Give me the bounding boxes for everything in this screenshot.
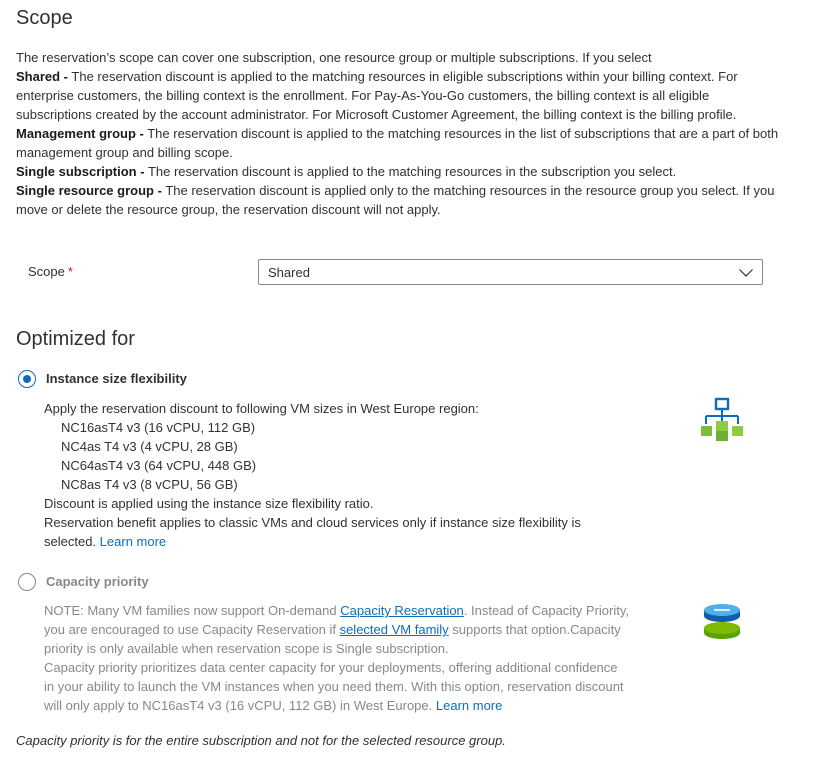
- required-mark: *: [67, 264, 73, 279]
- vm-size-item: NC64asT4 v3 (64 vCPU, 448 GB): [61, 458, 257, 473]
- capacity-note-text: you are encouraged to use Capacity Reservation if: [44, 622, 336, 637]
- scope-description: [16, 48, 786, 219]
- learn-more-link[interactable]: Learn more: [435, 698, 503, 713]
- hierarchy-icon: [700, 397, 746, 441]
- scope-term: Management group -: [16, 126, 144, 141]
- capacity-note-text: NOTE: Many VM families now support On-demand: [44, 603, 337, 618]
- scope-single-resource-group-desc: [16, 181, 786, 219]
- optimized-for-heading: Optimized for: [16, 328, 135, 350]
- scope-heading: Scope: [16, 7, 73, 29]
- scope-label-text: Scope: [28, 264, 65, 279]
- capacity-desc-line1: Capacity priority prioritizes data center capacity for your deployments, offering additional confidence: [44, 660, 618, 675]
- scope-dropdown[interactable]: [258, 259, 763, 285]
- scope-term: Shared -: [16, 69, 69, 84]
- scope-dropdown-value: Shared: [268, 265, 310, 280]
- selected-vm-family-link[interactable]: selected VM family: [339, 622, 449, 637]
- scope-term: Single resource group -: [16, 183, 162, 198]
- instance-flex-label[interactable]: Instance size flexibility: [46, 371, 187, 386]
- scope-term-text: The reservation discount is applied to the matching resources in eligible subscriptions within your billing context. For enterprise customers, the billing context is the enrollment. For Pay-As-You-Go customers, the billing context is all eligible subscriptions created by the account administrator. For Microsoft Customer Agreement, the billing context is the billing profile.: [16, 69, 738, 122]
- radio-selected-dot: [23, 375, 31, 383]
- chevron-down-icon: [738, 265, 754, 281]
- capacity-desc-line3: [44, 696, 694, 715]
- capacity-priority-footnote: Capacity priority is for the entire subscription and not for the selected resource group.: [16, 733, 506, 748]
- capacity-note-line3: priority is only available when reservation scope is Single subscription.: [44, 641, 449, 656]
- benefit-note-line1: Reservation benefit applies to classic VMs and cloud services only if instance size flexibility is: [44, 515, 581, 530]
- instance-flex-details: [44, 399, 684, 551]
- capacity-priority-radio[interactable]: [18, 573, 36, 591]
- instance-flex-intro: Apply the reservation discount to following VM sizes in West Europe region:: [44, 401, 479, 416]
- vm-size-item: NC4as T4 v3 (4 vCPU, 28 GB): [61, 439, 238, 454]
- ratio-note: Discount is applied using the instance size flexibility ratio.: [44, 496, 374, 511]
- benefit-note-line2: [44, 532, 684, 551]
- capacity-desc-line2: in your ability to launch the VM instances when you need them. With this option, reservation discount: [44, 679, 624, 694]
- scope-term-text: The reservation discount is applied to the matching resources in the subscription you select.: [147, 164, 677, 179]
- capacity-stack-icon: [702, 601, 742, 643]
- capacity-reservation-link[interactable]: Capacity Reservation: [340, 603, 464, 618]
- capacity-note-line1: [44, 601, 694, 620]
- scope-single-subscription-desc: [16, 162, 786, 181]
- scope-management-group-desc: [16, 124, 786, 162]
- capacity-desc-text: will only apply to NC16asT4 v3 (16 vCPU, 112 GB) in West Europe.: [44, 698, 433, 713]
- vm-size-item: NC16asT4 v3 (16 vCPU, 112 GB): [61, 420, 256, 435]
- scope-term: Single subscription -: [16, 164, 145, 179]
- benefit-note-text: selected.: [44, 534, 97, 549]
- capacity-priority-details: [44, 601, 694, 715]
- capacity-note-text: . Instead of Capacity Priority,: [463, 603, 630, 618]
- scope-intro: The reservation’s scope can cover one subscription, one resource group or multiple subscriptions. If you select: [16, 50, 652, 65]
- capacity-note-line2: [44, 620, 694, 639]
- scope-field-label: [28, 264, 73, 279]
- vm-size-item: NC8as T4 v3 (8 vCPU, 56 GB): [61, 477, 238, 492]
- capacity-priority-label[interactable]: Capacity priority: [46, 574, 149, 589]
- scope-term-text: The reservation discount is applied to the matching resources in the list of subscriptions that are a part of both management group and billing scope.: [16, 126, 779, 160]
- instance-flex-radio[interactable]: [18, 370, 36, 388]
- capacity-note-text: supports that option.Capacity: [452, 622, 621, 637]
- learn-more-link[interactable]: Learn more: [99, 534, 167, 549]
- scope-shared-desc: [16, 67, 786, 124]
- scope-term-text: The reservation discount is applied only to the matching resources in the resource group you select. If you move or delete the resource group, the reservation discount will not apply.: [16, 183, 775, 217]
